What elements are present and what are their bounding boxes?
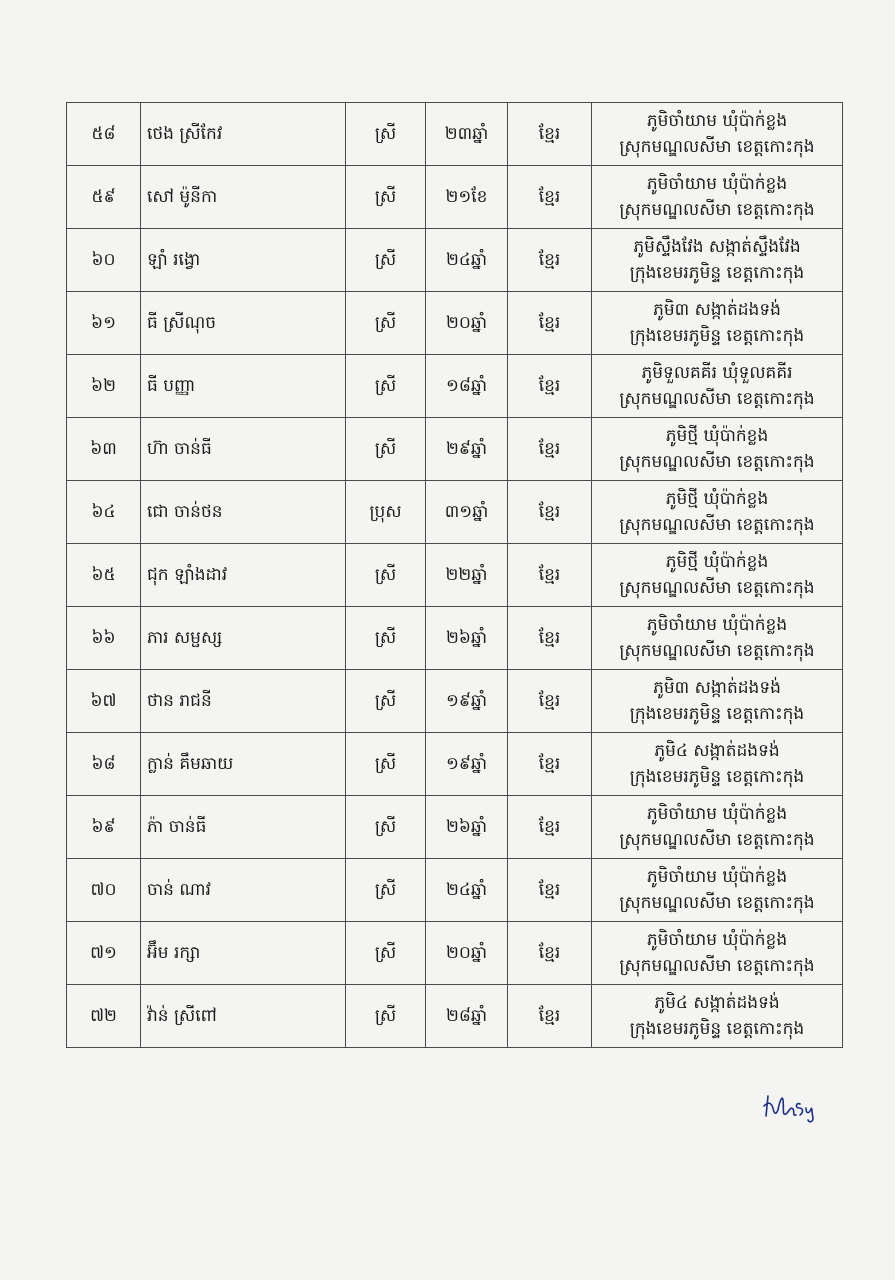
address-line: ភូមិចាំយាម ឃុំប៉ាក់ខ្លង <box>646 804 788 824</box>
cell-sex: ស្រី <box>346 544 426 607</box>
cell-number: ៧០ <box>67 859 141 922</box>
address-line: ភូមិ៤ សង្កាត់ដងទង់ <box>654 993 780 1013</box>
address-line: ភូមិថ្មី ឃុំប៉ាក់ខ្លង <box>665 489 769 509</box>
cell-sex: ស្រី <box>346 796 426 859</box>
table-row <box>67 166 843 229</box>
cell-nationality: ខ្មែរ <box>508 292 592 355</box>
cell-number: ៦៩ <box>67 796 141 859</box>
table-row <box>67 796 843 859</box>
table-row <box>67 355 843 418</box>
cell-number: ៦៨ <box>67 733 141 796</box>
cell-sex: ស្រី <box>346 922 426 985</box>
cell-sex: ស្រី <box>346 166 426 229</box>
roster-table <box>66 102 843 1048</box>
address-line: ភូមិចាំយាម ឃុំប៉ាក់ខ្លង <box>646 867 788 887</box>
cell-age: ២៩ឆ្នាំ <box>426 418 508 481</box>
table-row <box>67 733 843 796</box>
cell-nationality: ខ្មែរ <box>508 796 592 859</box>
cell-address <box>592 103 843 166</box>
cell-age: ២៤ឆ្នាំ <box>426 229 508 292</box>
cell-nationality: ខ្មែរ <box>508 544 592 607</box>
cell-address <box>592 859 843 922</box>
table-row <box>67 481 843 544</box>
cell-nationality: ខ្មែរ <box>508 985 592 1048</box>
cell-sex: ស្រី <box>346 733 426 796</box>
cell-number: ៧១ <box>67 922 141 985</box>
cell-address <box>592 670 843 733</box>
address-line: ភូមិថ្មី ឃុំប៉ាក់ខ្លង <box>665 426 769 446</box>
cell-age: ២៦ឆ្នាំ <box>426 796 508 859</box>
cell-name: ធី បញ្ញា <box>141 355 346 418</box>
address-line: ក្រុងខេមរភូមិន្ទ ខេត្តកោះកុង <box>629 767 805 787</box>
cell-name: វ៉ាន់ ស្រីពៅ <box>141 985 346 1048</box>
cell-age: ២៦ឆ្នាំ <box>426 607 508 670</box>
cell-nationality: ខ្មែរ <box>508 733 592 796</box>
table-row <box>67 418 843 481</box>
address-line: ភូមិស្ទឹងវែង សង្កាត់ស្ទឹងវែង <box>633 237 801 257</box>
table-row <box>67 985 843 1048</box>
address-line: ភូមិទួលគគីរ ឃុំទួលគគីរ <box>641 363 793 383</box>
cell-age: ១៩ឆ្នាំ <box>426 733 508 796</box>
address-line: ស្រុកមណ្ឌលសីមា ខេត្តកោះកុង <box>619 578 815 598</box>
address-line: ភូមិ៣ សង្កាត់ដងទង់ <box>653 678 781 698</box>
table-row <box>67 292 843 355</box>
cell-number: ៦៣ <box>67 418 141 481</box>
cell-address <box>592 544 843 607</box>
cell-address <box>592 355 843 418</box>
cell-name: សៅ ម៉ូនីកា <box>141 166 346 229</box>
cell-age: ២៣ឆ្នាំ <box>426 103 508 166</box>
cell-address <box>592 481 843 544</box>
address-line: ក្រុងខេមរភូមិន្ទ ខេត្តកោះកុង <box>629 1019 805 1039</box>
address-line: ភូមិ៣ សង្កាត់ដងទង់ <box>653 300 781 320</box>
cell-sex: ស្រី <box>346 292 426 355</box>
address-line: ក្រុងខេមរភូមិន្ទ ខេត្តកោះកុង <box>629 704 805 724</box>
cell-name: ថាន រាជនី <box>141 670 346 733</box>
cell-nationality: ខ្មែរ <box>508 607 592 670</box>
cell-age: ៣១ឆ្នាំ <box>426 481 508 544</box>
cell-sex: ស្រី <box>346 670 426 733</box>
address-line: ភូមិចាំយាម ឃុំប៉ាក់ខ្លង <box>646 930 788 950</box>
cell-name: ជោ ចាន់ថន <box>141 481 346 544</box>
address-line: ភូមិ៤ សង្កាត់ដងទង់ <box>654 741 780 761</box>
address-line: ក្រុងខេមរភូមិន្ទ ខេត្តកោះកុង <box>629 326 805 346</box>
cell-age: ១៨ឆ្នាំ <box>426 355 508 418</box>
cell-number: ៦៤ <box>67 481 141 544</box>
cell-name: អ៊ឹម រក្សា <box>141 922 346 985</box>
cell-age: ២៨ឆ្នាំ <box>426 985 508 1048</box>
cell-nationality: ខ្មែរ <box>508 670 592 733</box>
cell-nationality: ខ្មែរ <box>508 229 592 292</box>
cell-age: ២២ឆ្នាំ <box>426 544 508 607</box>
address-line: ស្រុកមណ្ឌលសីមា ខេត្តកោះកុង <box>619 830 815 850</box>
table-row <box>67 103 843 166</box>
cell-sex: ប្រុស <box>346 481 426 544</box>
cell-number: ៦៦ <box>67 607 141 670</box>
cell-address <box>592 985 843 1048</box>
cell-name: ចាន់ ណាវ <box>141 859 346 922</box>
address-line: ស្រុកមណ្ឌលសីមា ខេត្តកោះកុង <box>619 956 815 976</box>
cell-sex: ស្រី <box>346 355 426 418</box>
cell-address <box>592 292 843 355</box>
cell-age: ២១ខែ <box>426 166 508 229</box>
cell-name: ក្លាន់ គឹមឆាយ <box>141 733 346 796</box>
cell-nationality: ខ្មែរ <box>508 481 592 544</box>
table-row <box>67 922 843 985</box>
cell-name: ថេង ស្រីកែវ <box>141 103 346 166</box>
cell-sex: ស្រី <box>346 418 426 481</box>
address-line: ភូមិថ្មី ឃុំប៉ាក់ខ្លង <box>665 552 769 572</box>
cell-nationality: ខ្មែរ <box>508 922 592 985</box>
address-line: ភូមិចាំយាម ឃុំប៉ាក់ខ្លង <box>646 111 788 131</box>
cell-address <box>592 733 843 796</box>
cell-number: ៦៧ <box>67 670 141 733</box>
cell-number: ៥៨ <box>67 103 141 166</box>
cell-sex: ស្រី <box>346 103 426 166</box>
cell-address <box>592 166 843 229</box>
cell-sex: ស្រី <box>346 985 426 1048</box>
cell-number: ៦២ <box>67 355 141 418</box>
cell-name: ហ៊ា ចាន់ធី <box>141 418 346 481</box>
cell-number: ៥៩ <box>67 166 141 229</box>
cell-age: ២០ឆ្នាំ <box>426 922 508 985</box>
cell-number: ៦០ <box>67 229 141 292</box>
cell-address <box>592 607 843 670</box>
address-line: ស្រុកមណ្ឌលសីមា ខេត្តកោះកុង <box>619 893 815 913</box>
address-line: ស្រុកមណ្ឌលសីមា ខេត្តកោះកុង <box>619 641 815 661</box>
cell-address <box>592 418 843 481</box>
cell-address <box>592 796 843 859</box>
cell-name: ជុក ឡាំងដាវ <box>141 544 346 607</box>
cell-nationality: ខ្មែរ <box>508 355 592 418</box>
cell-age: ២៤ឆ្នាំ <box>426 859 508 922</box>
cell-sex: ស្រី <box>346 607 426 670</box>
cell-number: ៦៥ <box>67 544 141 607</box>
table-row <box>67 229 843 292</box>
table-row <box>67 670 843 733</box>
table-row <box>67 607 843 670</box>
cell-sex: ស្រី <box>346 859 426 922</box>
handwritten-signature-icon <box>762 1090 822 1124</box>
address-line: ស្រុកមណ្ឌលសីមា ខេត្តកោះកុង <box>619 515 815 535</box>
cell-nationality: ខ្មែរ <box>508 103 592 166</box>
table-row <box>67 859 843 922</box>
cell-name: ឡាំ រង្វោ <box>141 229 346 292</box>
cell-nationality: ខ្មែរ <box>508 418 592 481</box>
address-line: ភូមិចាំយាម ឃុំប៉ាក់ខ្លង <box>646 174 788 194</box>
cell-nationality: ខ្មែរ <box>508 166 592 229</box>
cell-address <box>592 229 843 292</box>
address-line: ស្រុកមណ្ឌលសីមា ខេត្តកោះកុង <box>619 452 815 472</box>
address-line: ស្រុកមណ្ឌលសីមា ខេត្តកោះកុង <box>619 137 815 157</box>
address-line: ក្រុងខេមរភូមិន្ទ ខេត្តកោះកុង <box>629 263 805 283</box>
cell-nationality: ខ្មែរ <box>508 859 592 922</box>
cell-number: ៦១ <box>67 292 141 355</box>
roster-body <box>67 103 843 1048</box>
cell-age: ១៩ឆ្នាំ <box>426 670 508 733</box>
address-line: ភូមិចាំយាម ឃុំប៉ាក់ខ្លង <box>646 615 788 635</box>
address-line: ស្រុកមណ្ឌលសីមា ខេត្តកោះកុង <box>619 200 815 220</box>
cell-name: ធី ស្រីណុច <box>141 292 346 355</box>
cell-name: ភ៉ា ចាន់ធី <box>141 796 346 859</box>
cell-number: ៧២ <box>67 985 141 1048</box>
cell-name: ភារ សម្ផស្ស <box>141 607 346 670</box>
address-line: ស្រុកមណ្ឌលសីមា ខេត្តកោះកុង <box>619 389 815 409</box>
table-row <box>67 544 843 607</box>
cell-age: ២០ឆ្នាំ <box>426 292 508 355</box>
cell-address <box>592 922 843 985</box>
cell-sex: ស្រី <box>346 229 426 292</box>
